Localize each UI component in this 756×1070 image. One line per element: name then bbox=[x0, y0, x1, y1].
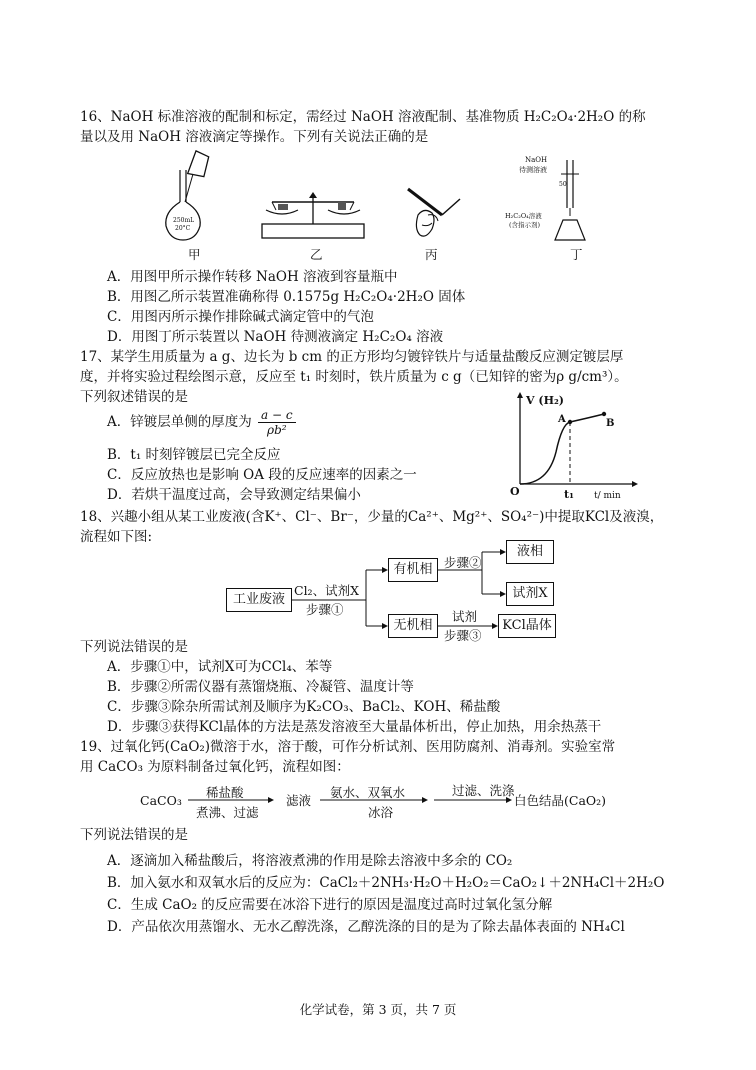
page-footer: 化学试卷，第 3 页，共 7 页 bbox=[299, 1002, 457, 1017]
flow19-a2-top: 氨水、双氧水 bbox=[330, 785, 406, 800]
q16-option-a: A．用图甲所示操作转移 NaOH 溶液到容量瓶中 bbox=[107, 269, 398, 285]
flow-arrow1-reagents: Cl₂、试剂X bbox=[294, 583, 359, 598]
y-axis-label: V (H₂) bbox=[526, 394, 564, 407]
flow-inorganic-phase: 无机相 bbox=[388, 614, 438, 638]
q18-question: 下列说法错误的是 bbox=[80, 639, 188, 655]
q18-stem-line2: 流程如下图: bbox=[80, 529, 153, 545]
balance-figure bbox=[258, 184, 368, 240]
flask-volume-label: 250mL bbox=[173, 217, 195, 224]
flow-step2-label: 步骤② bbox=[444, 555, 482, 570]
fraction-denominator: ρb² bbox=[267, 423, 287, 437]
q19-option-a: A．逐滴加入稀盐酸后，将溶液煮沸的作用是除去溶液中多余的 CO₂ bbox=[107, 853, 513, 869]
q17-option-b: B．t₁ 时刻锌镀层已完全反应 bbox=[107, 447, 281, 463]
q18-option-a: A．步骤①中，试剂X可为CCl₄、苯等 bbox=[107, 659, 333, 675]
titration-figure bbox=[505, 152, 605, 244]
buret-scale-mark: 50 bbox=[559, 181, 567, 188]
flow-arrow1-step: 步骤① bbox=[306, 602, 344, 617]
q18-stem-line1: 18、兴趣小组从某工业废液(含K⁺、Cl⁻、Br⁻，少量的Ca²⁺、Mg²⁺、SO₄²⁻)中提取KCl及液溴， bbox=[80, 509, 664, 525]
q19-question: 下列说法错误的是 bbox=[80, 827, 188, 843]
q17-option-c: C．反应放热也是影响 OA 段的反应速率的因素之一 bbox=[107, 467, 417, 483]
point-b-label: B bbox=[606, 418, 615, 429]
q16-option-c: C．用图丙所示操作排除碱式滴定管中的气泡 bbox=[107, 309, 374, 325]
fig-label-jia: 甲 bbox=[188, 247, 201, 262]
q18-option-d: D．步骤③获得KCl晶体的方法是蒸发溶液至大量晶体析出，停止加热，用余热蒸干 bbox=[107, 719, 602, 735]
origin-label: O bbox=[510, 485, 520, 498]
q17-option-a bbox=[107, 408, 296, 437]
q16-option-d: D．用图丁所示装置以 NaOH 待测液滴定 H₂C₂O₄ 溶液 bbox=[107, 329, 444, 345]
q17-option-a-text: A．锌镀层单侧的厚度为 bbox=[107, 414, 252, 430]
volumetric-flask-figure bbox=[160, 152, 230, 244]
q16-option-b: B．用图乙所示装置准确称得 0.1575g H₂C₂O₄·2H₂O 固体 bbox=[107, 289, 466, 305]
q17-stem-line3: 下列叙述错误的是 bbox=[80, 389, 188, 405]
q16-stem-line1: 16、NaOH 标准溶液的配制和标定，需经过 NaOH 溶液配制、基准物质 H₂C₂O₄·2H₂O 的称 bbox=[80, 109, 646, 125]
flow19-start-caco3: CaCO₃ bbox=[140, 793, 182, 808]
flow-organic-phase: 有机相 bbox=[388, 558, 438, 582]
t1-label: t₁ bbox=[564, 488, 574, 501]
flow-liquid-phase: 液相 bbox=[506, 540, 554, 564]
q18-option-c: C．步骤③除杂所需试剂及顺序为K₂CO₃、BaCl₂、KOH、稀盐酸 bbox=[107, 699, 501, 715]
fraction-numerator: a − c bbox=[258, 408, 296, 423]
hand-buret-figure bbox=[398, 185, 468, 243]
buret-label-solution: 待测溶液 bbox=[519, 166, 547, 174]
flow19-a3-top: 过滤、洗涤 bbox=[452, 783, 515, 798]
q19-stem-line1: 19、过氧化钙(CaO₂)微溶于水，溶于酸，可作分析试剂、医用防腐剂、消毒剂。实验室常 bbox=[80, 739, 616, 755]
hydrogen-volume-graph bbox=[508, 392, 638, 504]
fig-label-bing: 丙 bbox=[425, 247, 438, 262]
flow19-product: 白色结晶(CaO₂) bbox=[514, 793, 607, 808]
flask-solution-label: H₂C₂O₄溶液 bbox=[505, 212, 542, 220]
q17-stem-line2: 度，并将实验过程绘图示意，反应至 t₁ 时刻时，铁片质量为 c g（已知锌的密为ρ g/cm³）。 bbox=[80, 369, 628, 385]
q19-option-c: C．生成 CaO₂ 的反应需要在冰浴下进行的原因是温度过高时过氧化氢分解 bbox=[107, 897, 553, 913]
thickness-fraction bbox=[258, 408, 296, 437]
fig-label-ding: 丁 bbox=[570, 247, 583, 262]
flow-start-waste-liquid: 工业废液 bbox=[226, 588, 292, 612]
flow-arrow3-reagent: 试剂 bbox=[452, 609, 478, 624]
flow-reagent-x: 试剂X bbox=[506, 582, 554, 606]
flow-kcl-crystal: KCl晶体 bbox=[498, 614, 556, 638]
flow19-a1-top: 稀盐酸 bbox=[206, 785, 244, 800]
flow-arrow3-step: 步骤③ bbox=[444, 628, 482, 643]
q19-option-d: D．产品依次用蒸馏水、无水乙醇洗涤，乙醇洗涤的目的是为了除去晶体表面的 NH₄Cl bbox=[107, 919, 625, 935]
buret-label-naoh: NaOH bbox=[525, 156, 548, 164]
flow19-a2-bottom: 冰浴 bbox=[368, 805, 394, 820]
flask-indicator-label: (含指示剂) bbox=[509, 221, 541, 229]
flow19-filtrate: 滤液 bbox=[286, 793, 312, 808]
flask-temp-label: 20°C bbox=[175, 225, 191, 232]
point-a-label: A bbox=[558, 414, 566, 425]
q19-stem-line2: 用 CaCO₃ 为原料制备过氧化钙，流程如图： bbox=[80, 759, 350, 775]
q17-stem-line1: 17、某学生用质量为 a g、边长为 b cm 的正方形均匀镀锌铁片与适量盐酸反应测定镀层厚 bbox=[80, 349, 624, 365]
q16-stem-line2: 量以及用 NaOH 溶液滴定等操作。下列有关说法正确的是 bbox=[80, 129, 429, 145]
q19-option-b: B．加入氨水和双氧水后的反应为：CaCl₂＋2NH₃·H₂O＋H₂O₂＝CaO₂↓＋2NH₄Cl＋2H₂O bbox=[107, 875, 665, 891]
fig-label-yi: 乙 bbox=[310, 247, 323, 262]
q17-option-d: D．若烘干温度过高，会导致测定结果偏小 bbox=[107, 487, 361, 503]
x-axis-label: t/ min bbox=[594, 491, 621, 501]
q18-option-b: B．步骤②所需仪器有蒸馏烧瓶、冷凝管、温度计等 bbox=[107, 679, 414, 695]
flow19-a1-bottom: 煮沸、过滤 bbox=[196, 805, 259, 820]
